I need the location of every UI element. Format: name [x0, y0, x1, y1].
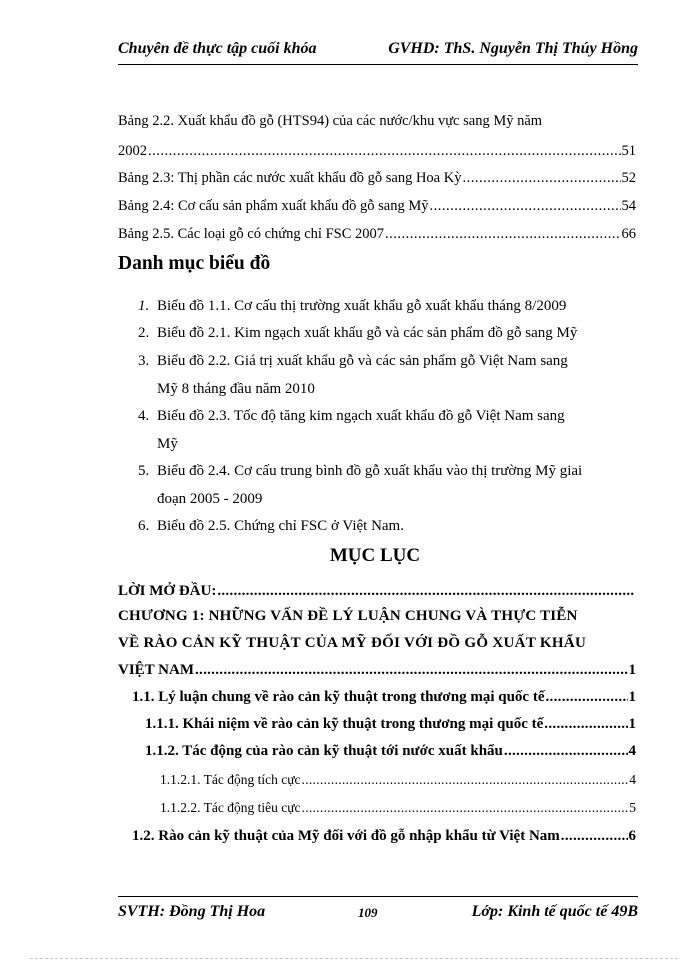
table-entry-2-2-line1: Bảng 2.2. Xuất khẩu đồ gỗ (HTS94) của các nước/khu vực sang Mỹ năm	[118, 113, 543, 129]
leader-dots	[385, 226, 620, 243]
page-footer	[118, 896, 638, 923]
toc-entry-label: 1.1.2. Tác động của rào cản kỹ thuật tới nước xuất khẩu	[145, 743, 503, 759]
chart-entry-label: Biểu đồ 2.1. Kim ngạch xuất khẩu gỗ và các sản phẩm đồ gỗ sang Mỹ	[157, 325, 578, 341]
table-entry-2-2[interactable]	[118, 143, 636, 160]
chart-entry-label: Biểu đồ 2.4. Cơ cấu trung bình đồ gỗ xuất khẩu vào thị trường Mỹ giai	[157, 463, 583, 479]
leader-dots	[462, 170, 620, 187]
chart-entry-label-cont: Mỹ	[157, 436, 178, 452]
leader-dots	[430, 198, 621, 215]
toc-heading: MỤC LỤC	[329, 545, 421, 566]
charts-heading: Danh mục biểu đồ	[118, 253, 271, 274]
leader-dots	[302, 772, 629, 788]
table-entry-label: Bảng 2.3: Thị phần các nước xuất khẩu đồ gỗ sang Hoa Kỳ	[118, 170, 462, 186]
toc-entry-label: 1.1.2.1. Tác động tích cực	[160, 772, 301, 787]
chart-entry-number: 3.	[138, 353, 150, 369]
chart-entry-number: 6.	[138, 518, 150, 534]
toc-entry-1-1-2-2[interactable]	[160, 800, 636, 816]
toc-entry-1-1[interactable]	[132, 689, 636, 706]
chart-entry-number: 1.	[138, 298, 150, 314]
chart-entry-label: Biểu đồ 2.5. Chứng chỉ FSC ở Việt Nam.	[157, 518, 404, 534]
header-title: Chuyên đề thực tập cuối khóa	[118, 40, 317, 57]
page-edge-divider	[30, 958, 678, 959]
chart-entry-number: 2.	[138, 325, 150, 341]
toc-entry-page: 4	[628, 743, 636, 759]
leader-dots	[544, 716, 627, 733]
chart-entry-number: 5.	[138, 463, 150, 479]
table-entry-2-4[interactable]	[118, 198, 636, 215]
chart-entry-label-cont: đoạn 2005 - 2009	[157, 491, 263, 507]
toc-chapter1-line2: VỀ RÀO CẢN KỸ THUẬT CỦA MỸ ĐỐI VỚI ĐỒ GỖ XUẤT KHẨU	[118, 635, 587, 651]
table-entry-2-3[interactable]	[118, 170, 636, 187]
chart-entry-label-cont: Mỹ 8 tháng đầu năm 2010	[157, 381, 315, 397]
table-entry-label: Bảng 2.5. Các loại gỗ có chứng chỉ FSC 2007	[118, 226, 385, 242]
toc-entry-chapter1[interactable]	[118, 662, 636, 679]
toc-entry-1-1-1[interactable]	[145, 716, 636, 733]
toc-entry-1-1-2-1[interactable]	[160, 772, 636, 788]
footer-student: SVTH: Đồng Thị Hoa	[118, 903, 266, 920]
toc-chapter1-line1: CHƯƠNG 1: NHỮNG VẤN ĐỀ LÝ LUẬN CHUNG VÀ THỰC TIỄN	[118, 608, 578, 624]
toc-entry-label: 1.1.1. Khái niệm về rào cản kỹ thuật trong thương mại quốc tế	[145, 716, 544, 732]
toc-entry-label: LỜI MỞ ĐẦU:	[118, 583, 217, 599]
toc-entry-1-1-2[interactable]	[145, 743, 636, 760]
chart-entry-label: Biểu đồ 1.1. Cơ cấu thị trường xuất khẩu gỗ xuất khẩu tháng 8/2009	[157, 298, 567, 314]
toc-entry-label: 1.2. Rào cản kỹ thuật của Mỹ đối với đồ gỗ nhập khẩu từ Việt Nam	[132, 828, 560, 844]
leader-dots	[561, 828, 628, 845]
leader-dots	[302, 800, 629, 816]
chart-entry-number: 4.	[138, 408, 150, 424]
page-number: 109	[358, 905, 378, 920]
toc-entry-page: 1	[628, 689, 636, 705]
leader-dots	[195, 662, 628, 679]
chart-entry-label: Biểu đồ 2.3. Tốc độ tăng kim ngạch xuất khẩu đồ gỗ Việt Nam sang	[157, 408, 565, 424]
toc-entry-label: 1.1.2.2. Tác động tiêu cực	[160, 800, 301, 815]
table-entry-page: 54	[621, 198, 636, 214]
chart-entry-label: Biểu đồ 2.2. Giá trị xuất khẩu gỗ và các sản phẩm gỗ Việt Nam sang	[157, 353, 568, 369]
leader-dots	[546, 689, 628, 706]
toc-entry-intro[interactable]	[118, 583, 636, 600]
leader-dots	[148, 143, 621, 160]
toc-entry-1-2[interactable]	[132, 828, 636, 845]
header-supervisor: GVHD: ThS. Nguyễn Thị Thúy Hồng	[388, 40, 638, 57]
toc-entry-page: 1	[628, 716, 636, 732]
table-entry-page: 66	[621, 226, 636, 242]
leader-dots	[504, 743, 628, 760]
table-entry-label: 2002	[118, 143, 147, 159]
table-entry-page: 51	[621, 143, 636, 159]
footer-class: Lớp: Kinh tế quốc tế 49B	[471, 903, 638, 920]
page-header	[118, 40, 638, 65]
toc-entry-page: 4	[629, 772, 636, 787]
leader-dots	[217, 583, 635, 600]
toc-entry-page: 5	[629, 800, 636, 815]
toc-entry-page: 6	[628, 828, 636, 844]
table-entry-label: Bảng 2.4: Cơ cấu sản phẩm xuất khẩu đồ gỗ sang Mỹ	[118, 198, 429, 214]
table-entry-2-5[interactable]	[118, 226, 636, 243]
table-entry-page: 52	[621, 170, 636, 186]
toc-entry-label: 1.1. Lý luận chung về rào cản kỹ thuật trong thương mại quốc tế	[132, 689, 545, 705]
toc-entry-label: VIỆT NAM	[118, 662, 194, 678]
toc-entry-page: 1	[628, 662, 636, 678]
